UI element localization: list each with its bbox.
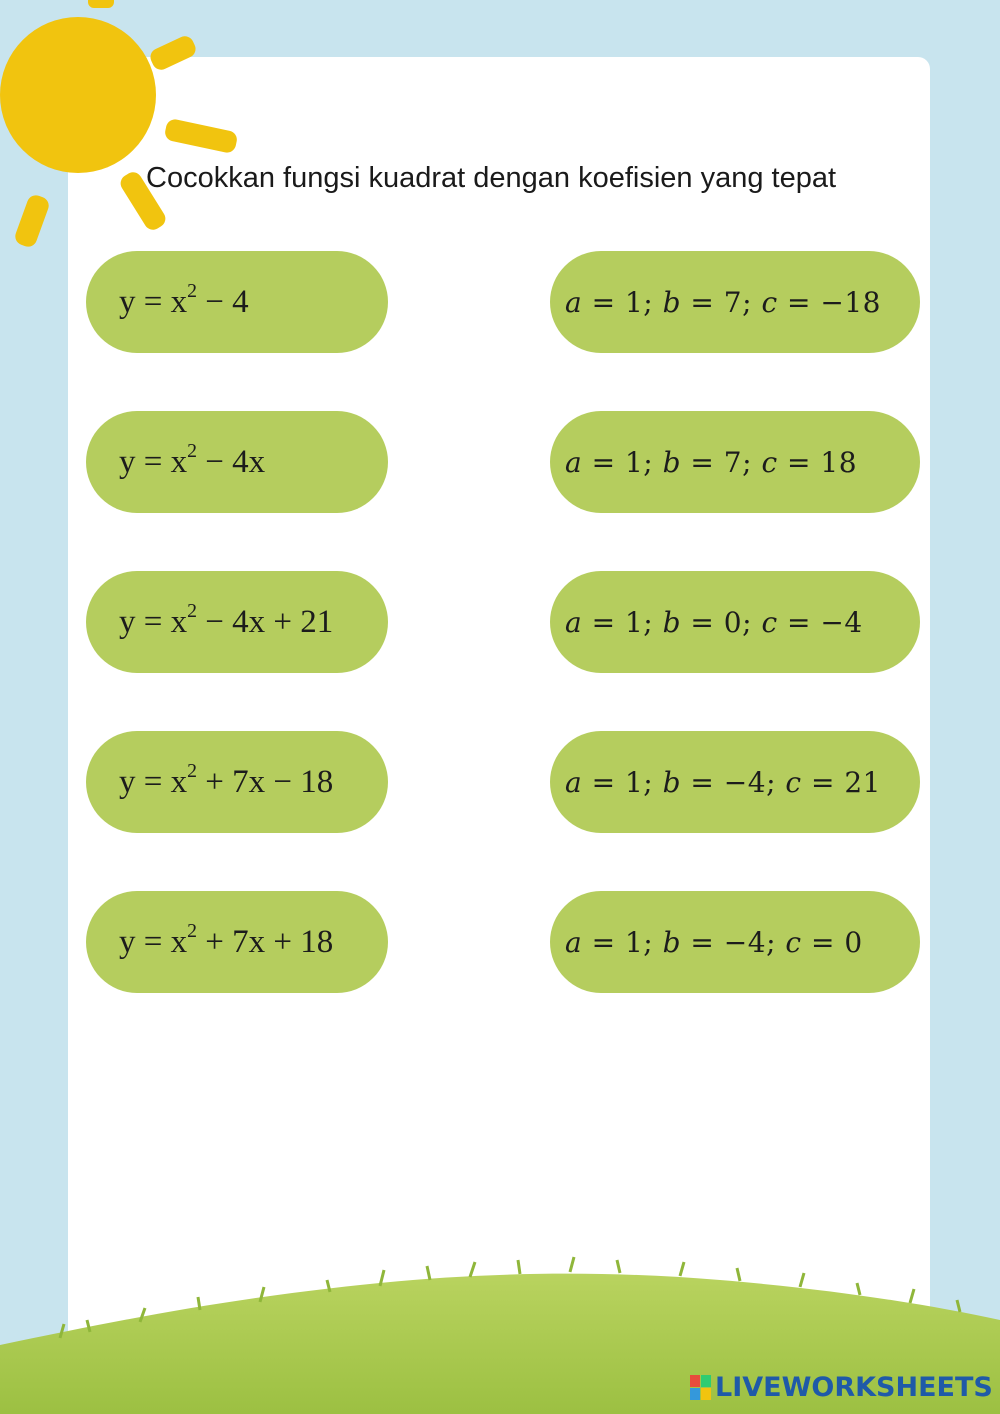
coefficient-card-5[interactable] <box>550 891 920 993</box>
coefficient-card-3[interactable] <box>550 571 920 673</box>
function-text: $y = x^2 + 7x + 18$ <box>119 920 334 960</box>
coefficient-card-1[interactable] <box>550 251 920 353</box>
function-card-3[interactable] <box>86 571 388 673</box>
function-card-5[interactable] <box>86 891 388 993</box>
logo-icon <box>690 1375 712 1401</box>
sun-icon <box>0 0 260 270</box>
liveworksheets-logo <box>690 1372 993 1403</box>
function-text: $y = x^2 - 4x + 21$ <box>119 600 334 640</box>
instruction-title: Cocokkan fungsi kuadrat dengan koefisien yang tepat <box>146 162 837 194</box>
coefficient-text: 𝑎 = 1; 𝑏 = 7; 𝑐 = −18 <box>565 285 881 319</box>
coefficient-text: 𝑎 = 1; 𝑏 = 7; 𝑐 = 18 <box>565 445 858 479</box>
function-text: $y = x^2 - 4$ <box>119 280 249 320</box>
coefficient-card-4[interactable] <box>550 731 920 833</box>
coefficient-card-2[interactable] <box>550 411 920 513</box>
function-card-1[interactable] <box>86 251 388 353</box>
brand-text: LIVEWORKSHEETS <box>715 1372 993 1403</box>
coefficient-text: 𝑎 = 1; 𝑏 = 0; 𝑐 = −4 <box>565 605 863 639</box>
coefficient-text: 𝑎 = 1; 𝑏 = −4; 𝑐 = 0 <box>565 925 863 959</box>
coefficient-text: 𝑎 = 1; 𝑏 = −4; 𝑐 = 21 <box>565 765 881 799</box>
function-card-2[interactable] <box>86 411 388 513</box>
function-text: $y = x^2 - 4x$ <box>119 440 266 480</box>
function-card-4[interactable] <box>86 731 388 833</box>
function-text: $y = x^2 + 7x - 18$ <box>119 760 334 800</box>
